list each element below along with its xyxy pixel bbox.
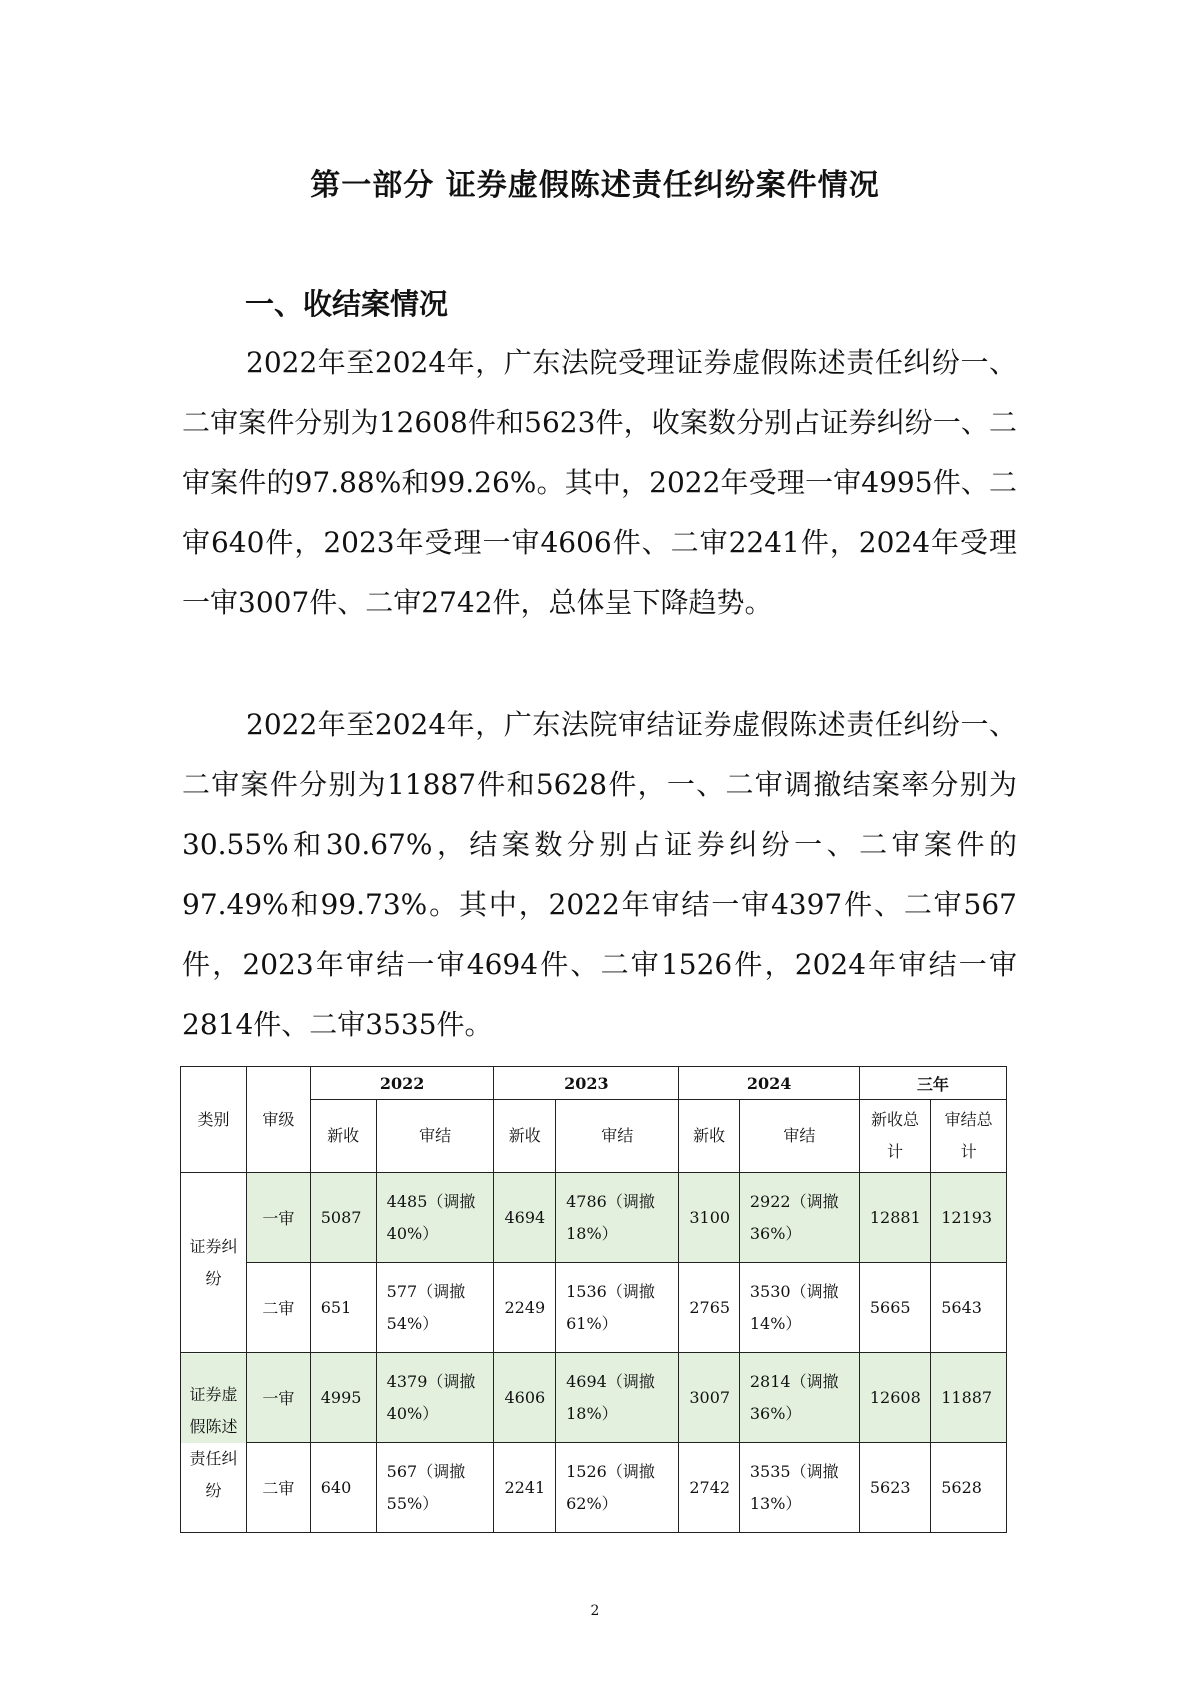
paragraph-receipts: 2022年至2024年，广东法院受理证券虚假陈述责任纠纷一、二审案件分别为12608件和5623件，收案数分别占证券纠纷一、二审案件的97.88%和99.26%。其中，2022年受理一审4995件、二审640件，2023年受理一审4606件、二审2241件，2024年受理一审3007件、二审2742件，总体呈下降趋势。 (182, 346, 1017, 619)
header-three-years: 三年 (859, 1067, 1006, 1100)
cell-closed-total: 5628 (931, 1443, 1007, 1533)
cell-2024-closed: 3530（调撤14%） (739, 1263, 859, 1353)
cell-new-total: 5665 (859, 1263, 930, 1353)
cell-2024-new: 2742 (679, 1443, 740, 1533)
cell-new-total: 12881 (859, 1173, 930, 1263)
header-closed-2022: 审结 (376, 1100, 494, 1173)
header-category: 类别 (181, 1067, 247, 1173)
cell-2022-closed: 4485（调撤40%） (376, 1173, 494, 1263)
cell-closed-total: 5643 (931, 1263, 1007, 1353)
cell-2023-closed: 1526（调撤62%） (556, 1443, 679, 1533)
cell-2023-closed: 1536（调撤61%） (556, 1263, 679, 1353)
header-new-2024: 新收 (679, 1100, 740, 1173)
page-number: 2 (590, 1603, 600, 1619)
cell-2022-new: 4995 (310, 1353, 376, 1443)
header-new-2023: 新收 (494, 1100, 556, 1173)
header-level: 审级 (246, 1067, 310, 1173)
header-new-total: 新收总计 (859, 1100, 930, 1173)
cell-2023-new: 4694 (494, 1173, 556, 1263)
level-cell: 二审 (246, 1443, 310, 1533)
header-year-2024: 2024 (679, 1067, 860, 1100)
level-cell: 一审 (246, 1353, 310, 1443)
cell-2024-new: 2765 (679, 1263, 740, 1353)
category-false-statement-disputes: 证券虚假陈述责任纠纷 (181, 1353, 247, 1533)
cell-2023-closed: 4786（调撤18%） (556, 1173, 679, 1263)
case-statistics-table (180, 1066, 1007, 1533)
cell-2022-new: 640 (310, 1443, 376, 1533)
header-closed-total: 审结总计 (931, 1100, 1007, 1173)
cell-new-total: 12608 (859, 1353, 930, 1443)
level-cell: 一审 (246, 1173, 310, 1263)
header-closed-2023: 审结 (556, 1100, 679, 1173)
cell-2022-closed: 4379（调撤40%） (376, 1353, 494, 1443)
header-closed-2024: 审结 (739, 1100, 859, 1173)
category-securities-disputes: 证券纠纷 (181, 1173, 247, 1353)
cell-2023-new: 2241 (494, 1443, 556, 1533)
cell-new-total: 5623 (859, 1443, 930, 1533)
paragraph-closures: 2022年至2024年，广东法院审结证券虚假陈述责任纠纷一、二审案件分别为11887件和5628件，一、二审调撤结案率分别为30.55%和30.67%，结案数分别占证券纠纷一、二审案件的97.49%和99.73%。其中，2022年审结一审4397件、二审567件，2023年审结一审4694件、二审1526件，2024年审结一审2814件、二审3535件。 (182, 708, 1017, 1041)
cell-2022-new: 5087 (310, 1173, 376, 1263)
cell-2022-new: 651 (310, 1263, 376, 1353)
cell-2022-closed: 577（调撤54%） (376, 1263, 494, 1353)
section-heading: 一、收结案情况 (245, 287, 449, 321)
header-year-2022: 2022 (310, 1067, 494, 1100)
cell-2024-closed: 2922（调撤36%） (739, 1173, 859, 1263)
cell-2022-closed: 567（调撤55%） (376, 1443, 494, 1533)
cell-closed-total: 11887 (931, 1353, 1007, 1443)
cell-closed-total: 12193 (931, 1173, 1007, 1263)
header-year-2023: 2023 (494, 1067, 679, 1100)
cell-2024-new: 3007 (679, 1353, 740, 1443)
cell-2024-new: 3100 (679, 1173, 740, 1263)
cell-2023-new: 2249 (494, 1263, 556, 1353)
cell-2023-new: 4606 (494, 1353, 556, 1443)
header-new-2022: 新收 (310, 1100, 376, 1173)
cell-2024-closed: 3535（调撤13%） (739, 1443, 859, 1533)
cell-2024-closed: 2814（调撤36%） (739, 1353, 859, 1443)
cell-2023-closed: 4694（调撤18%） (556, 1353, 679, 1443)
page-title: 第一部分 证券虚假陈述责任纠纷案件情况 (310, 168, 880, 203)
level-cell: 二审 (246, 1263, 310, 1353)
